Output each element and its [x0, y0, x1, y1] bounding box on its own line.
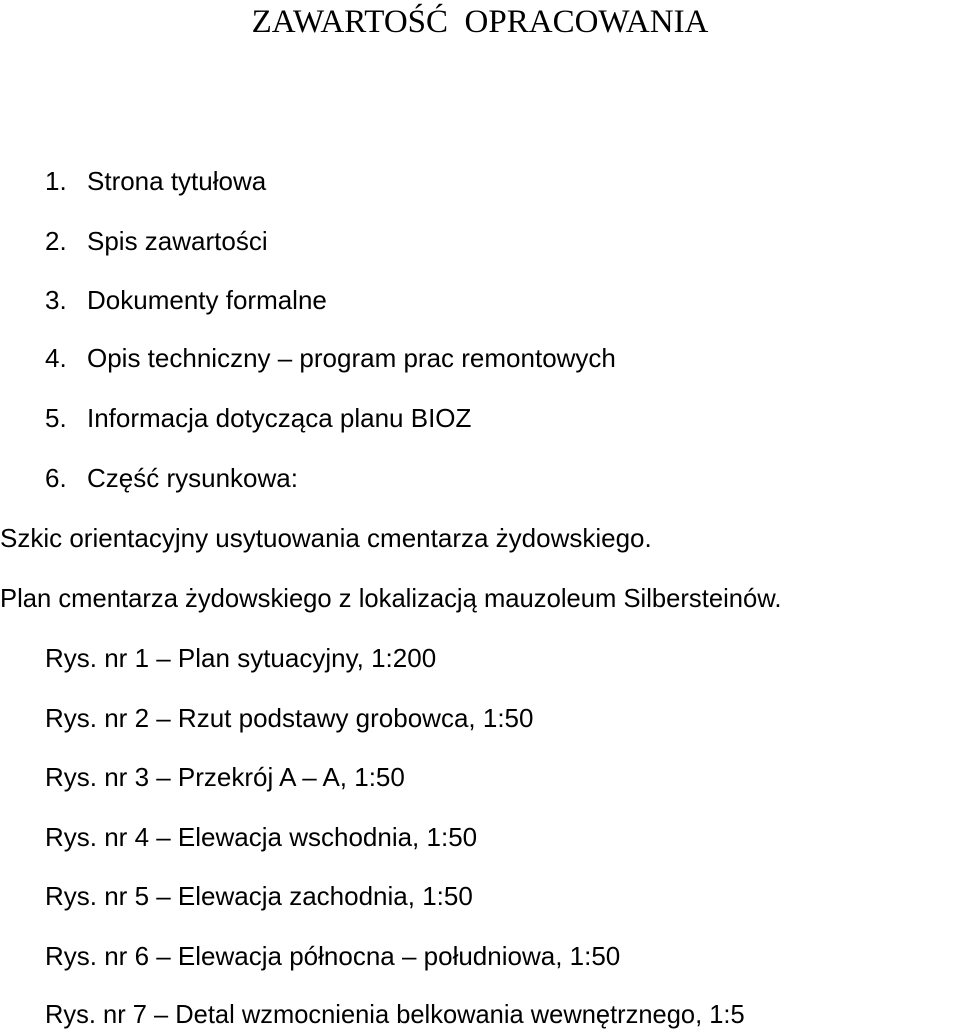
list-item — [45, 342, 616, 374]
list-item-text: Część rysunkowa: — [87, 463, 298, 493]
drawing-description: Szkic orientacyjny usytuowania cmentarza żydowskiego. — [0, 523, 652, 553]
list-item-number: 2. — [45, 226, 67, 256]
list-item — [45, 225, 268, 257]
drawing-item: Rys. nr 1 – Plan sytuacyjny, 1:200 — [45, 643, 437, 673]
list-item-number: 5. — [45, 403, 67, 433]
drawing-item: Rys. nr 5 – Elewacja zachodnia, 1:50 — [45, 881, 473, 911]
list-item-text: Strona tytułowa — [87, 166, 267, 196]
list-item-number: 4. — [45, 343, 67, 373]
list-item — [45, 284, 327, 316]
list-item — [45, 402, 471, 434]
list-item — [45, 165, 266, 197]
list-item — [45, 462, 298, 494]
page-title: ZAWARTOŚĆ OPRACOWANIA — [251, 4, 709, 40]
list-item-number: 6. — [45, 463, 67, 493]
drawing-item: Rys. nr 6 – Elewacja północna – południowa, 1:50 — [45, 941, 621, 971]
drawing-description: Plan cmentarza żydowskiego z lokalizacją mauzoleum Silbersteinów. — [0, 583, 782, 613]
list-item-number: 3. — [45, 285, 67, 315]
drawing-item: Rys. nr 2 – Rzut podstawy grobowca, 1:50 — [45, 703, 534, 733]
drawing-item: Rys. nr 3 – Przekrój A – A, 1:50 — [45, 762, 405, 792]
list-item-text: Opis techniczny – program prac remontowych — [87, 343, 616, 373]
drawing-item: Rys. nr 7 – Detal wzmocnienia belkowania wewnętrznego, 1:5 — [45, 999, 745, 1029]
list-item-number: 1. — [45, 166, 67, 196]
drawing-item: Rys. nr 4 – Elewacja wschodnia, 1:50 — [45, 822, 478, 852]
list-item-text: Dokumenty formalne — [87, 285, 327, 315]
list-item-text: Informacja dotycząca planu BIOZ — [87, 403, 472, 433]
list-item-text: Spis zawartości — [87, 226, 268, 256]
